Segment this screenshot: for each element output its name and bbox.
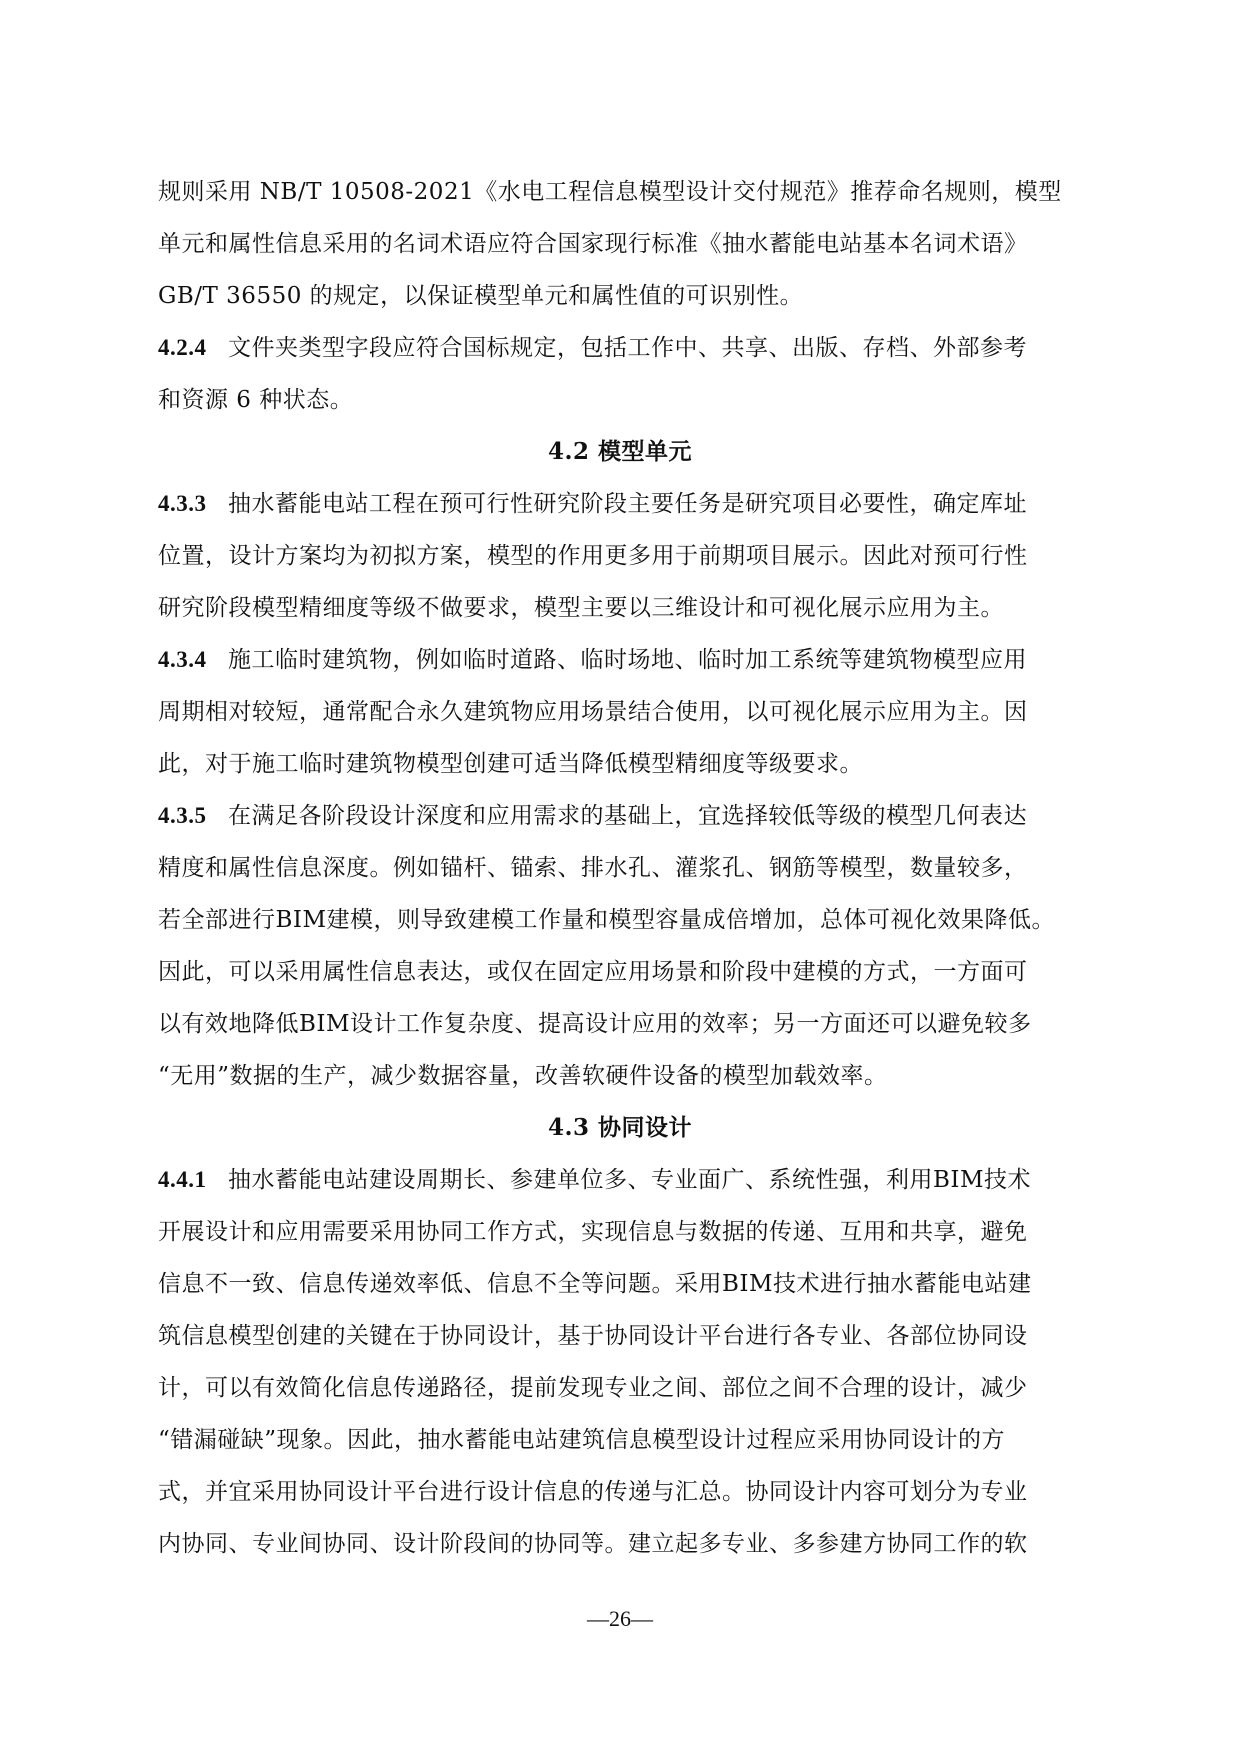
clause-4-3-5-line: 若全部进行BIM建模，则导致建模工作量和模型容量成倍增加，总体可视化效果降低。 <box>158 907 1056 933</box>
clause-4-3-5-line: 精度和属性信息深度。例如锚杆、锚索、排水孔、灌浆孔、钢筋等模型，数量较多， <box>158 855 1028 881</box>
clause-text: 抽水蓄能电站工程在预可行性研究阶段主要任务是研究项目必要性，确定库址 <box>228 491 1027 517</box>
clause-4-3-4-line: 此，对于施工临时建筑物模型创建可适当降低模型精细度等级要求。 <box>158 751 863 777</box>
clause-4-4-1-line: 计，可以有效简化信息传递路径，提前发现专业之间、部位之间不合理的设计，减少 <box>158 1375 1028 1401</box>
clause-4-3-5-line: “无用”数据的生产，减少数据容量，改善软硬件设备的模型加载效率。 <box>158 1063 888 1089</box>
clause-text: 在满足各阶段设计深度和应用需求的基础上，宜选择较低等级的模型几何表达 <box>228 803 1027 829</box>
clause-4-4-1-line: 筑信息模型创建的关键在于协同设计，基于协同设计平台进行各专业、各部位协同设 <box>158 1323 1028 1349</box>
clause-4-3-3-line <box>158 478 1082 530</box>
section-heading-4-3: 4.3 协同设计 <box>547 1114 693 1141</box>
paragraph-line: 单元和属性信息采用的名词术语应符合国家现行标准《抽水蓄能电站基本名词术语》 <box>158 231 1028 257</box>
clause-number: 4.3.4 <box>158 647 207 672</box>
clause-text: 文件夹类型字段应符合国标规定，包括工作中、共享、出版、存档、外部参考 <box>228 335 1027 361</box>
document-body <box>158 166 1082 1570</box>
section-heading-4-2: 4.2 模型单元 <box>547 438 693 465</box>
clause-4-3-4-line: 周期相对较短，通常配合永久建筑物应用场景结合使用，以可视化展示应用为主。因 <box>158 699 1028 725</box>
clause-4-3-5-line: 以有效地降低BIM设计工作复杂度、提高设计应用的效率；另一方面还可以避免较多 <box>158 1011 1032 1037</box>
clause-4-2-4-line <box>158 322 1082 374</box>
clause-text: 抽水蓄能电站建设周期长、参建单位多、专业面广、系统性强，利用BIM技术 <box>228 1167 1032 1193</box>
clause-4-3-3-line: 位置，设计方案均为初拟方案，模型的作用更多用于前期项目展示。因此对预可行性 <box>158 543 1028 569</box>
page-number: —26— <box>587 1606 653 1631</box>
clause-4-3-4-line <box>158 634 1082 686</box>
clause-4-2-4-line: 和资源 6 种状态。 <box>158 387 354 413</box>
clause-text: 施工临时建筑物，例如临时道路、临时场地、临时加工系统等建筑物模型应用 <box>228 647 1027 673</box>
clause-4-3-5-line <box>158 790 1082 842</box>
clause-4-3-3-line: 研究阶段模型精细度等级不做要求，模型主要以三维设计和可视化展示应用为主。 <box>158 595 1004 621</box>
clause-number: 4.3.5 <box>158 803 207 828</box>
clause-number: 4.2.4 <box>158 335 207 360</box>
clause-4-4-1-line <box>158 1154 1082 1206</box>
paragraph-line: 规则采用 NB/T 10508-2021《水电工程信息模型设计交付规范》推荐命名规则，模型 <box>158 179 1062 205</box>
clause-number: 4.3.3 <box>158 491 207 516</box>
clause-4-4-1-line: 内协同、专业间协同、设计阶段间的协同等。建立起多专业、多参建方协同工作的软 <box>158 1531 1028 1557</box>
clause-number: 4.4.1 <box>158 1167 207 1192</box>
clause-4-3-5-line: 因此，可以采用属性信息表达，或仅在固定应用场景和阶段中建模的方式，一方面可 <box>158 959 1028 985</box>
clause-4-4-1-line: 式，并宜采用协同设计平台进行设计信息的传递与汇总。协同设计内容可划分为专业 <box>158 1479 1028 1505</box>
clause-4-4-1-line: 开展设计和应用需要采用协同工作方式，实现信息与数据的传递、互用和共享，避免 <box>158 1219 1028 1245</box>
paragraph-line: GB/T 36550 的规定，以保证模型单元和属性值的可识别性。 <box>158 283 804 309</box>
clause-4-4-1-line: “错漏碰缺”现象。因此，抽水蓄能电站建筑信息模型设计过程应采用协同设计的方 <box>158 1427 1006 1453</box>
clause-4-4-1-line: 信息不一致、信息传递效率低、信息不全等问题。采用BIM技术进行抽水蓄能电站建 <box>158 1271 1032 1297</box>
